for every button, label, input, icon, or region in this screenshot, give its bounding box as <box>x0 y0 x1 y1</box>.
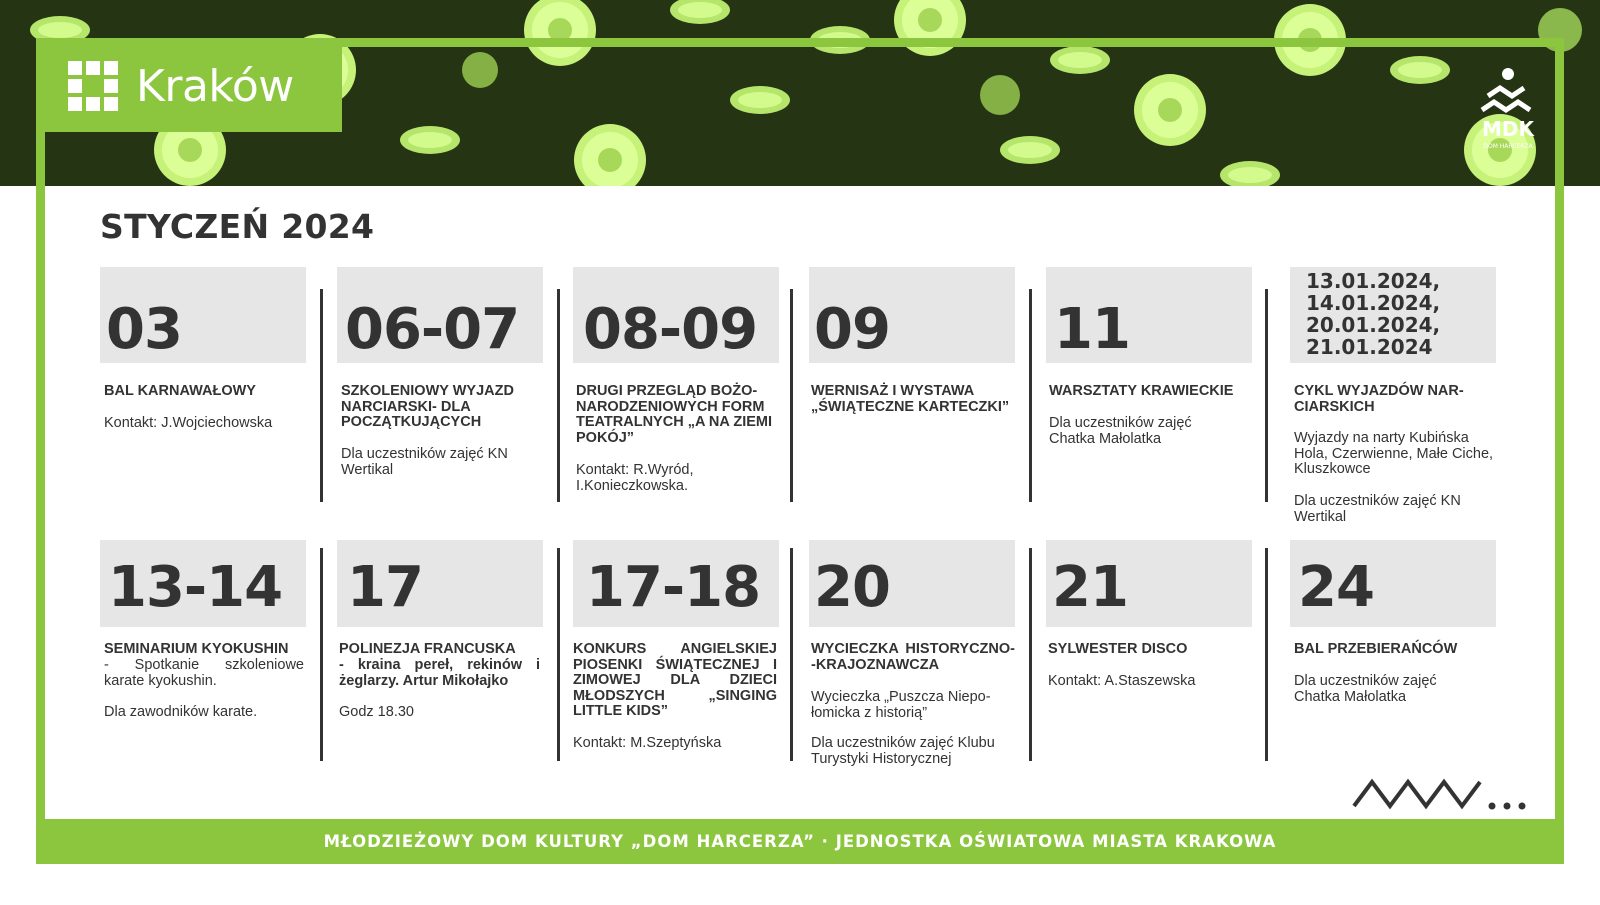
event-desc: Kontakt: R.Wyród, I.Konieczkowska. <box>576 462 694 494</box>
separator <box>557 548 560 761</box>
separator <box>1265 548 1268 761</box>
footer-banner: MŁODZIEŻOWY DOM KULTURY „DOM HARCERZA” · JEDNOSTKA OŚWIATOWA MIASTA KRAKOWA <box>36 819 1564 864</box>
event-title: WERNISAŻ I WYSTAWA „ŚWIĄTECZNE KARTECZKI” <box>811 383 1010 415</box>
event-date: 13-14 <box>108 555 283 620</box>
event-date: 17-18 <box>586 555 761 620</box>
separator <box>320 289 323 502</box>
mdk-logo <box>1478 66 1538 162</box>
event-desc: - kraina pereł, rekinów i żeglarzy. Artur Mikołajko <box>339 657 540 689</box>
separator <box>790 289 793 502</box>
krakow-logo <box>36 40 342 132</box>
separator <box>320 548 323 761</box>
event-date: 20 <box>814 555 890 620</box>
event-title: SYLWESTER DISCO <box>1048 641 1188 657</box>
event-title: DRUGI PRZEGLĄD BOŻO- NARODZENIOWYCH FORM TEATRALNYCH „A NA ZIEMI POKÓJ” <box>576 383 773 446</box>
event-date: 24 <box>1298 555 1374 620</box>
event-date: 08-09 <box>583 297 758 362</box>
event-date: 06-07 <box>345 297 520 362</box>
event-desc: Godz 18.30 <box>339 704 414 720</box>
event-date: 21 <box>1052 555 1128 620</box>
event-desc: Kontakt: A.Staszewska <box>1048 673 1196 689</box>
event-desc: Wycieczka „Puszcza Niepo- łomicka z historią” <box>811 689 991 721</box>
krakow-logo-icon <box>68 61 118 111</box>
mdk-sublabel: DOM HARCERZA <box>1483 143 1533 150</box>
event-date: 11 <box>1054 297 1130 362</box>
separator <box>1265 289 1268 502</box>
event-date: 03 <box>106 297 182 362</box>
event-date: 17 <box>347 555 423 620</box>
mdk-logo-icon <box>1478 66 1538 162</box>
event-desc: Dla zawodników karate. <box>104 704 258 720</box>
mdk-label: MDK <box>1481 117 1535 141</box>
event-desc: Dla uczestników zajęć Chatka Małolatka <box>1049 415 1192 447</box>
event-date: 09 <box>814 297 890 362</box>
event-desc: Dla uczestników zajęć Klubu Turystyki Historycznej <box>811 735 995 767</box>
event-desc: Dla uczestników zajęć Chatka Małolatka <box>1294 673 1437 705</box>
separator <box>557 289 560 502</box>
event-title: WARSZTATY KRAWIECKIE <box>1049 383 1234 399</box>
event-title: SZKOLENIOWY WYJAZD NARCIARSKI- DLA POCZĄTKUJĄCYCH <box>341 383 514 430</box>
event-dates-list: 13.01.2024, 14.01.2024, 20.01.2024, 21.01.2024 <box>1306 269 1441 359</box>
page-title: STYCZEŃ 2024 <box>100 207 375 246</box>
event-desc: Dla uczestników zajęć KN Wertikal <box>1294 493 1461 525</box>
event-desc: Kontakt: J.Wojciechowska <box>104 415 273 431</box>
event-title: WYCIECZKA HISTORYCZNO- -KRAJOZNAWCZA <box>811 641 1015 673</box>
event-desc: Kontakt: M.Szeptyńska <box>573 735 722 751</box>
event-desc: Wyjazdy na narty Kubińska Hola, Czerwienne, Małe Ciche, Kluszkowce <box>1294 430 1494 477</box>
event-title: BAL PRZEBIERAŃCÓW <box>1294 641 1458 657</box>
city-name: Kraków <box>136 60 294 112</box>
event-title: KONKURS ANGIELSKIEJ PIOSENKI ŚWIĄTECZNEJ I ZIMOWEJ DLA DZIECI MŁODSZYCH „SINGING LITTLE KIDS” <box>573 641 777 719</box>
event-title: POLINEZJA FRANCUSKA <box>339 641 516 657</box>
separator <box>1029 548 1032 761</box>
event-desc: Dla uczestników zajęć KN Wertikal <box>341 446 508 478</box>
event-title: BAL KARNAWAŁOWY <box>104 383 256 399</box>
event-title: CYKL WYJAZDÓW NAR- CIARSKICH <box>1294 383 1464 415</box>
separator <box>1029 289 1032 502</box>
event-title: SEMINARIUM KYOKUSHIN <box>104 641 289 657</box>
event-desc: - Spotkanie szkoleniowe karate kyokushin. <box>104 657 304 689</box>
separator <box>790 548 793 761</box>
zigzag-icon <box>1352 776 1527 812</box>
